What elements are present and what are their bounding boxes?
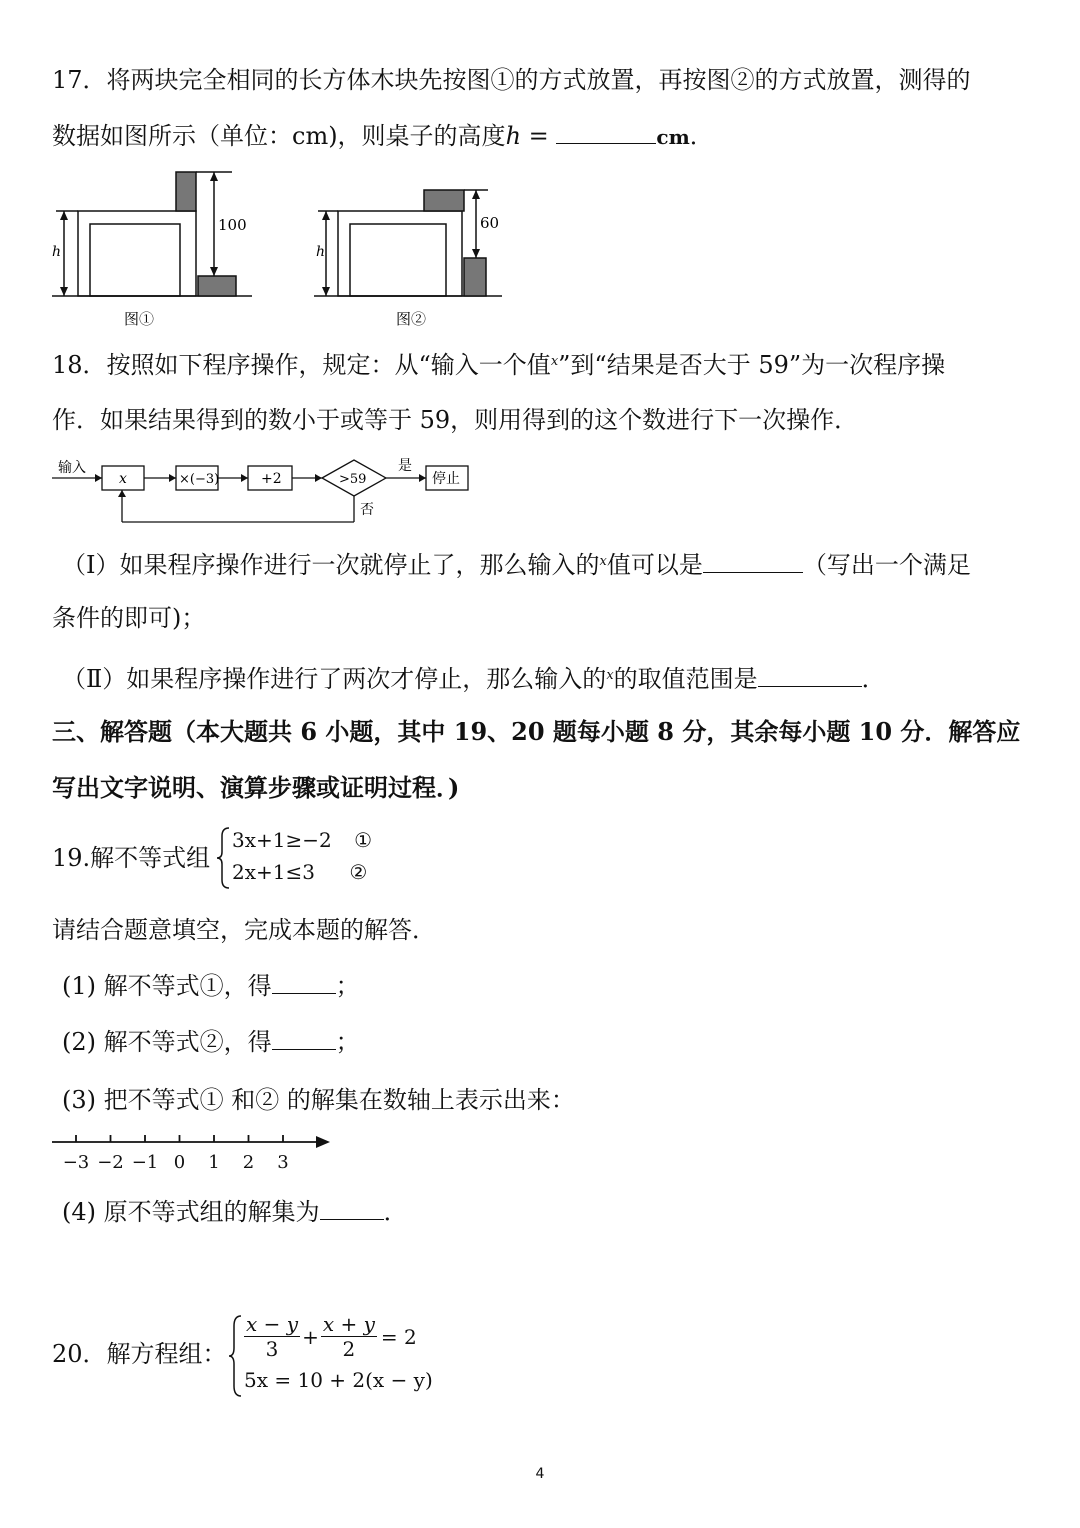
q19-step3: (3) 把不等式① 和② 的解集在数轴上表示出来：: [62, 1086, 575, 1114]
flowchart: [50, 452, 480, 530]
number-line-tick-label: −1: [131, 1152, 159, 1173]
q19-ineq1-text: 3x+1≥−2: [232, 828, 332, 852]
flow-add-label: +2: [261, 471, 282, 487]
flow-mul-label: ×(−3): [179, 472, 220, 487]
q18-part1-x: x: [599, 554, 607, 569]
q17-answer-blank[interactable]: [556, 121, 656, 144]
q19-step2-text: (2) 解不等式②，得: [62, 1028, 272, 1056]
q19-step1-text: (1) 解不等式①，得: [62, 972, 272, 1000]
q20-frac2: [321, 1312, 377, 1361]
flow-cond-label: >59: [339, 472, 367, 487]
q20-frac2-den: 2: [342, 1337, 356, 1361]
fig2-dim-label: 60: [480, 214, 500, 232]
q19-ineq2-text: 2x+1≤3: [232, 860, 315, 884]
q20-plus: +: [302, 1324, 319, 1349]
q19-instruction: 请结合题意填空，完成本题的解答．: [52, 916, 436, 944]
fig1-block-top: [176, 172, 196, 211]
q19-step1: [62, 970, 360, 1002]
number-line-tick-label: 0: [173, 1152, 186, 1173]
q19-ineq1: [232, 828, 372, 852]
figure-2: [310, 176, 520, 332]
fig1-table-inner: [90, 224, 180, 296]
q18-part1-post: （写出一个满足: [802, 551, 971, 579]
q19-step2-semi: ；: [335, 1028, 360, 1056]
number-line-tick-label: −2: [97, 1152, 124, 1173]
q20-frac2-num: x + y: [322, 1312, 375, 1336]
q19-step2-blank[interactable]: [272, 1027, 336, 1050]
q17-unit: cm: [656, 125, 690, 149]
fig1-dim-label: 100: [218, 216, 247, 234]
number-line-tick-label: 3: [277, 1152, 289, 1173]
number-line-tick-label: 1: [208, 1152, 220, 1173]
q17-line2-text: 数据如图所示（单位：cm)，则桌子的高度: [52, 122, 506, 150]
fig2-h-label: h: [316, 244, 326, 260]
q18-line1-text: 18．按照如下程序操作，规定：从“输入一个值: [52, 351, 551, 379]
q18-part1-mid: 值可以是: [606, 551, 703, 579]
q19-step4-blank[interactable]: [320, 1197, 384, 1220]
q20-frac1-num: x − y: [246, 1312, 299, 1336]
q18-part1-text: （Ⅰ）如果程序操作进行一次就停止了，那么输入的: [62, 551, 600, 579]
section3-line2: 写出文字说明、演算步骤或证明过程．): [52, 773, 460, 802]
flow-input-label: 输入: [58, 460, 86, 476]
q19-step4-dot: ．: [383, 1198, 408, 1226]
q20-eq2: 5x = 10 + 2(x − y): [244, 1368, 433, 1392]
q19-brace: [216, 826, 232, 890]
q18-part1-line2: 条件的即可)；: [52, 604, 206, 632]
figure-1: [44, 166, 274, 332]
flow-no-label: 否: [360, 502, 374, 518]
q19-step2: [62, 1026, 360, 1058]
q18-part2-text: （Ⅱ）如果程序操作进行了两次才停止，那么输入的: [62, 665, 607, 693]
q18-line1: [52, 346, 945, 381]
q19-label: 19.解不等式组: [52, 844, 211, 872]
flow-yes-label: 是: [398, 458, 412, 474]
fig1-block-ground: [198, 276, 236, 296]
q18-part2: [62, 660, 886, 695]
number-line[interactable]: [50, 1130, 340, 1178]
q19-step4: [62, 1196, 408, 1228]
q18-line1-post: ”到“结果是否大于 59”为一次程序操: [558, 351, 946, 379]
q17-line2: [52, 120, 714, 153]
q18-x-var: x: [550, 354, 559, 369]
q17-line1: 17．将两块完全相同的长方体木块先按图①的方式放置，再按图②的方式放置，测得的: [52, 66, 971, 94]
q17-eq: =: [521, 122, 557, 150]
q19-step1-blank[interactable]: [272, 971, 336, 994]
arrow-right-icon: [316, 1136, 330, 1148]
flow-stop-label: 停止: [432, 471, 460, 487]
q17-h-var: h: [505, 122, 522, 150]
number-line-tick-label: −3: [62, 1152, 90, 1173]
q20-rhs: = 2: [380, 1324, 417, 1349]
q18-line2: 作．如果结果得到的数小于或等于 59，则用得到的这个数进行下一次操作．: [52, 406, 859, 434]
section3-line1: 三、解答题（本大题共 6 小题，其中 19、20 题每小题 8 分，其余每小题 10 分．解答应: [52, 717, 1021, 746]
q20-frac1-den: 3: [265, 1337, 279, 1361]
q20-frac1: [244, 1312, 300, 1361]
q18-part1-blank[interactable]: [703, 550, 803, 573]
q18-part2-post: ．: [861, 665, 886, 693]
q19-ineq2-mark: ②: [349, 860, 368, 884]
fig1-h-label: h: [52, 244, 62, 260]
q19-step4-text: (4) 原不等式组的解集为: [62, 1198, 320, 1226]
q19-ineq1-mark: ①: [354, 828, 373, 852]
q18-part2-blank[interactable]: [758, 664, 862, 687]
fig1-caption: 图①: [124, 310, 155, 328]
q18-part2-mid: 的取值范围是: [613, 665, 758, 693]
number-line-tick-label: 2: [242, 1152, 255, 1173]
q19-step1-semi: ；: [335, 972, 360, 1000]
q18-part1: [62, 546, 971, 581]
fig2-block-top: [424, 190, 464, 211]
q20-label: 20．解方程组：: [52, 1340, 227, 1368]
flow-x-label: x: [119, 471, 127, 487]
q19-ineq2: [232, 860, 367, 884]
q18-part2-x: x: [606, 668, 614, 683]
q17-period: ．: [689, 122, 714, 150]
fig2-table-inner: [350, 224, 446, 296]
q20-eq1: [244, 1312, 417, 1361]
fig2-block-ground: [464, 258, 486, 296]
fig2-caption: 图②: [396, 310, 427, 328]
page-number: 4: [535, 1466, 545, 1482]
q20-brace: [228, 1314, 244, 1398]
